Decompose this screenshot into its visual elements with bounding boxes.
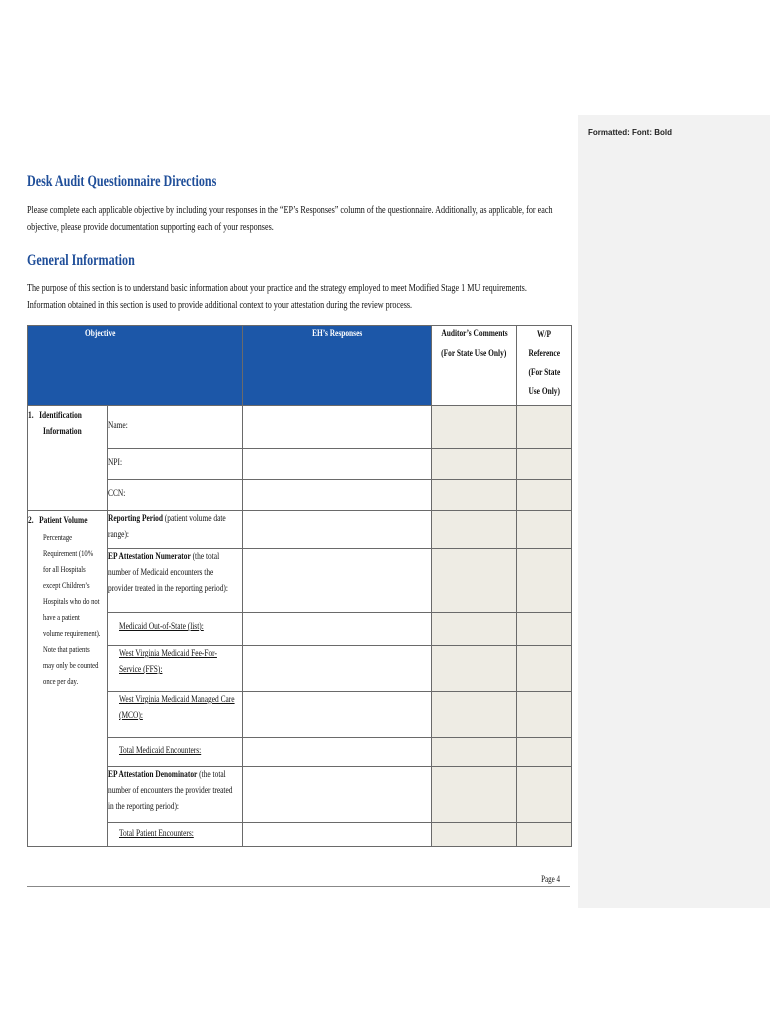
npi-response-cell[interactable]	[243, 449, 432, 480]
questionnaire-table	[27, 325, 572, 847]
table-row	[28, 613, 572, 646]
out-of-state-label-cell: Medicaid Out-of-State (list):	[108, 613, 243, 646]
table-row	[28, 823, 572, 847]
directions-line-1: Please complete each applicable objective by including your responses in the “EP’s Responses” column of the questionnaire. Additionally, as applicable, for each	[27, 205, 553, 216]
auditor-comment-cell	[432, 823, 517, 847]
auditor-comment-cell	[432, 406, 517, 449]
mco-response-cell[interactable]	[243, 692, 432, 738]
reporting-period-label-cell: Reporting Period (patient volume date range):	[108, 511, 243, 549]
comment-panel	[578, 115, 770, 908]
total-medicaid-label-cell: Total Medicaid Encounters:	[108, 738, 243, 767]
auditor-comment-cell	[432, 738, 517, 767]
general-line-2: Information obtained in this section is used to provide additional context to your attestation during the review process.	[27, 300, 413, 311]
ccn-label-cell: CCN:	[108, 480, 243, 511]
responses-header: EH’s Responses	[243, 326, 432, 406]
wp-reference-cell	[517, 449, 572, 480]
mco-label-cell: West Virginia Medicaid Managed Care (MCO):	[108, 692, 243, 738]
denominator-label-cell: EP Attestation Denominator (the total number of encounters the provider treated in the reporting period):	[108, 767, 243, 823]
numerator-label-cell: EP Attestation Numerator (the total number of Medicaid encounters the provider treated in the reporting period):	[108, 549, 243, 613]
auditor-comment-cell	[432, 449, 517, 480]
table-row	[28, 549, 572, 613]
auditor-comment-cell	[432, 511, 517, 549]
table-row	[28, 406, 572, 449]
auditor-comment-cell	[432, 549, 517, 613]
table-row	[28, 767, 572, 823]
name-response-cell[interactable]	[243, 406, 432, 449]
wp-reference-cell	[517, 767, 572, 823]
directions-paragraph	[27, 202, 570, 236]
total-medicaid-response-cell[interactable]	[243, 738, 432, 767]
name-label-cell: Name:	[108, 406, 243, 449]
footer-rule	[27, 886, 570, 887]
page-title: Desk Audit Questionnaire Directions	[27, 173, 217, 190]
auditor-comments-header: Auditor’s Comments (For State Use Only)	[432, 326, 517, 406]
ccn-response-cell[interactable]	[243, 480, 432, 511]
reporting-period-response-cell[interactable]	[243, 511, 432, 549]
table-header-row	[28, 326, 572, 406]
denominator-response-cell[interactable]	[243, 767, 432, 823]
objective-header: Objective	[28, 326, 243, 406]
wp-reference-cell	[517, 646, 572, 692]
auditor-comment-cell	[432, 767, 517, 823]
ffs-response-cell[interactable]	[243, 646, 432, 692]
table-row	[28, 480, 572, 511]
general-info-heading: General Information	[27, 252, 135, 269]
general-info-paragraph	[27, 280, 570, 314]
auditor-comment-cell	[432, 480, 517, 511]
out-of-state-response-cell[interactable]	[243, 613, 432, 646]
total-patient-response-cell[interactable]	[243, 823, 432, 847]
wp-reference-cell	[517, 823, 572, 847]
general-line-1: The purpose of this section is to understand basic information about your practice and the strategy employed to meet Modified Stage 1 MU requirements.	[27, 283, 527, 294]
patient-volume-objective: 2. Patient Volume Percentage Requirement (10% for all Hospitals except Children’s Hospitals who do not have a patient volume requirement). Note that patients may only be counted once per day.	[28, 511, 108, 847]
table-row	[28, 449, 572, 480]
auditor-comment-cell	[432, 692, 517, 738]
auditor-comment-cell	[432, 646, 517, 692]
directions-line-2: objective, please provide documentation supporting each of your responses.	[27, 222, 274, 233]
wp-reference-cell	[517, 480, 572, 511]
numerator-response-cell[interactable]	[243, 549, 432, 613]
wp-reference-cell	[517, 511, 572, 549]
auditor-comment-cell	[432, 613, 517, 646]
npi-label-cell: NPI:	[108, 449, 243, 480]
wp-reference-cell	[517, 613, 572, 646]
comment-heading: Formatted: Font: Bold	[588, 128, 672, 137]
table-row	[28, 646, 572, 692]
wp-reference-cell	[517, 406, 572, 449]
table-row	[28, 511, 572, 549]
patient-volume-description: Percentage Requirement (10% for all Hospitals except Children’s Hospitals who do not have a patient volume requirement). Note that patients may only be counted once per day.	[43, 532, 101, 686]
wp-reference-cell	[517, 549, 572, 613]
identification-objective: 1. Identification Information	[28, 406, 108, 511]
wp-reference-header: W/P Reference (For State Use Only)	[517, 326, 572, 406]
wp-reference-cell	[517, 692, 572, 738]
page-number: Page 4	[541, 874, 560, 884]
wp-reference-cell	[517, 738, 572, 767]
table-row	[28, 692, 572, 738]
table-row	[28, 738, 572, 767]
total-patient-label-cell: Total Patient Encounters:	[108, 823, 243, 847]
ffs-label-cell: West Virginia Medicaid Fee-For- Service (FFS):	[108, 646, 243, 692]
